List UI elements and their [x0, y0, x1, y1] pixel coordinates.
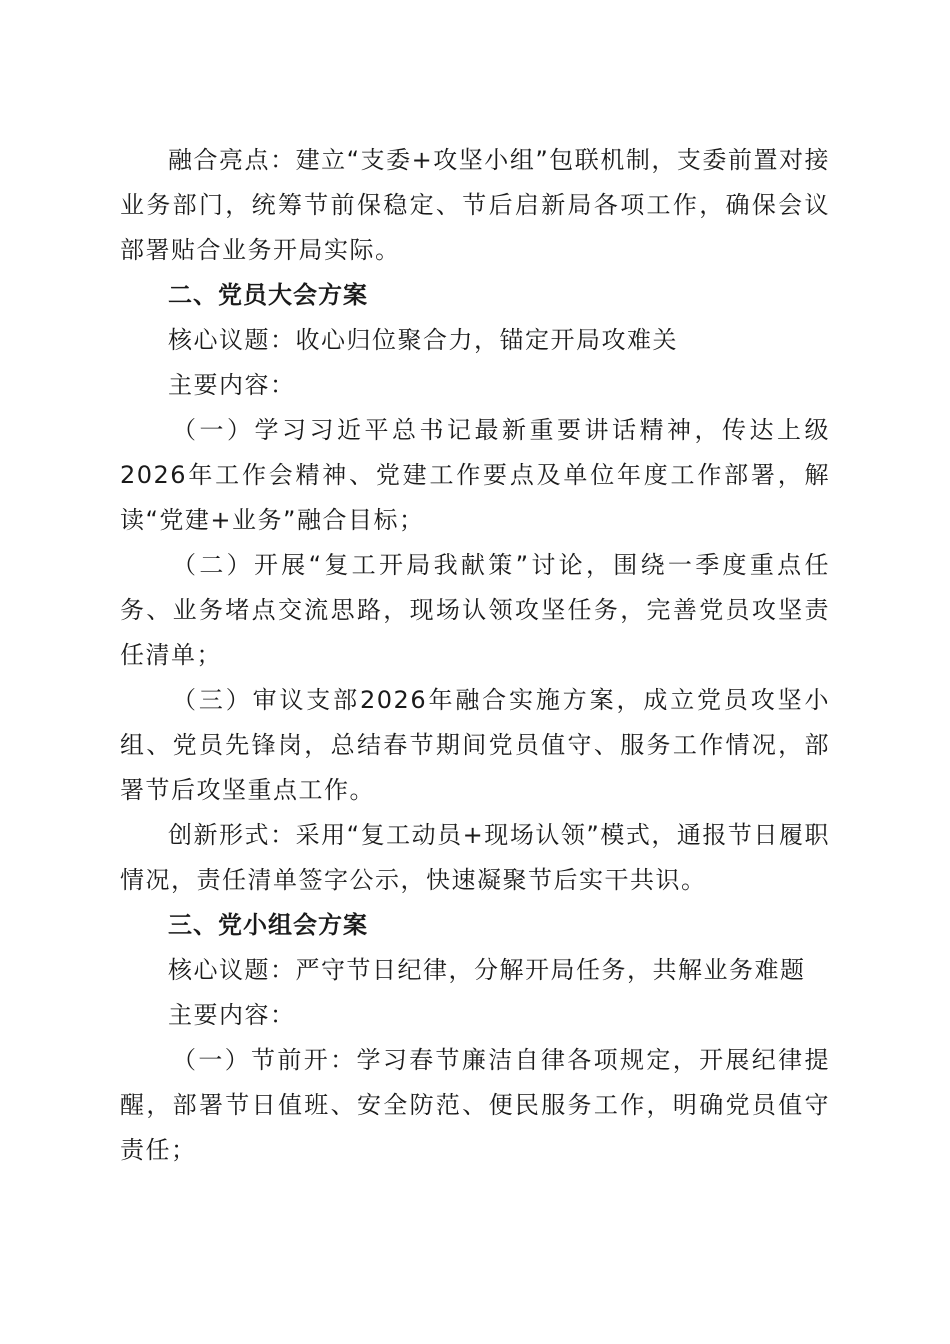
paragraph-core-topic: 核心议题：严守节日纪律，分解开局任务，共解业务难题 — [168, 956, 806, 984]
paragraph-main-content-label: 主要内容： — [168, 371, 296, 399]
list-item: （一）节前开：学习春节廉洁自律各项规定，开展纪律提醒，部署节日值班、安全防范、便民服务工作，明确党员值守责任； — [120, 1046, 830, 1164]
section-heading-party-member-meeting: 二、党员大会方案 — [168, 281, 368, 309]
list-item: （一）学习习近平总书记最新重要讲话精神，传达上级2026年工作会精神、党建工作要点及单位年度工作部署，解读“党建+业务”融合目标； — [120, 416, 830, 534]
paragraph-core-topic: 核心议题：收心归位聚合力，锚定开局攻难关 — [168, 326, 678, 354]
list-item: （二）开展“复工开局我献策”讨论，围绕一季度重点任务、业务堵点交流思路，现场认领攻坚任务，完善党员攻坚责任清单； — [120, 551, 830, 669]
paragraph-integration-highlight: 融合亮点：建立“支委+攻坚小组”包联机制，支委前置对接业务部门，统筹节前保稳定、节后启新局各项工作，确保会议部署贴合业务开局实际。 — [120, 146, 830, 264]
list-item: （三）审议支部2026年融合实施方案，成立党员攻坚小组、党员先锋岗，总结春节期间党员值守、服务工作情况，部署节后攻坚重点工作。 — [120, 686, 830, 804]
paragraph-innovation-form: 创新形式：采用“复工动员+现场认领”模式，通报节日履职情况，责任清单签字公示，快速凝聚节后实干共识。 — [120, 821, 830, 894]
paragraph-main-content-label: 主要内容： — [168, 1001, 296, 1029]
section-heading-party-group-meeting: 三、党小组会方案 — [168, 911, 368, 939]
